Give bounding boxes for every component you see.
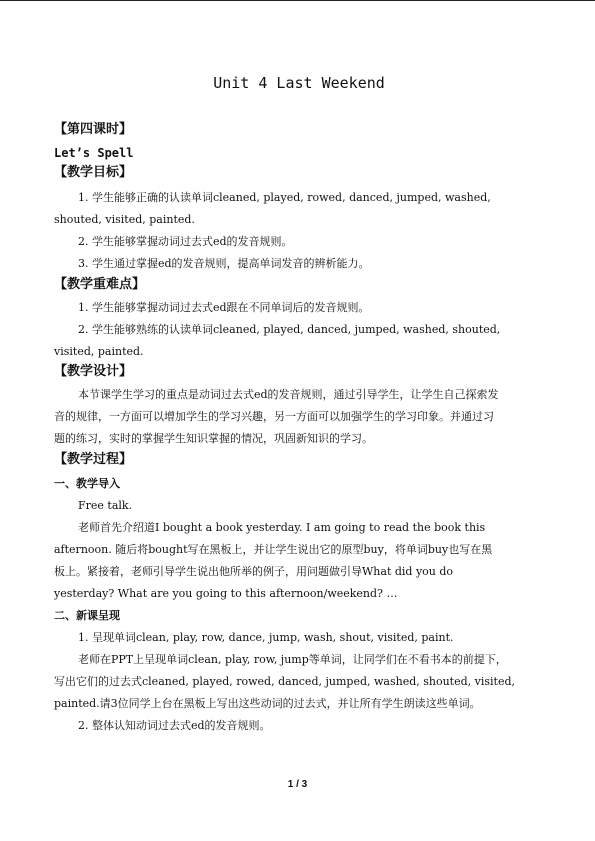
design-heading: 【教学设计】 bbox=[54, 364, 133, 379]
document-title: Unit 4 Last Weekend bbox=[213, 74, 385, 92]
lesson-heading: 【第四课时】 bbox=[54, 122, 133, 137]
goals-item-1: 1. 学生能够正确的认读单词cleaned, played, rowed, danced, jumped, washed, bbox=[78, 191, 491, 204]
process-section-2: 二、新课呈现 bbox=[54, 609, 120, 622]
intro-line-4: yesterday? What are you going to this afternoon/weekend? … bbox=[54, 587, 398, 600]
intro-line-1: 老师首先介绍道I bought a book yesterday. I am going to read the book this bbox=[78, 521, 486, 534]
free-talk: Free talk. bbox=[78, 499, 133, 512]
process-heading: 【教学过程】 bbox=[54, 452, 133, 467]
key-points-item-2: 2. 学生能够熟练的认读单词cleaned, played, danced, jumped, washed, shouted, bbox=[78, 323, 501, 336]
process-section-1: 一、教学导入 bbox=[54, 477, 120, 490]
intro-line-3: 板上。紧接着，老师引导学生说出他所举的例子，用问题做引导What did you do bbox=[54, 565, 454, 578]
key-points-item-2-cont: visited, painted. bbox=[54, 345, 144, 358]
top-rule bbox=[0, 0, 595, 1]
goals-heading: 【教学目标】 bbox=[54, 165, 133, 180]
present-line-1: 老师在PPT上呈现单词clean, play, row, jump等单词，让同学们在不看书本的前提下， bbox=[78, 653, 507, 666]
present-line-2: 写出它们的过去式cleaned, played, rowed, danced, jumped, washed, shouted, visited, bbox=[54, 675, 516, 688]
design-line-1: 本节课学生学习的重点是动词过去式ed的发音规则，通过引导学生，让学生自己探索发 bbox=[78, 388, 499, 401]
lesson-name: Let’s Spell bbox=[54, 146, 134, 160]
key-points-item-1: 1. 学生能够掌握动词过去式ed跟在不同单词后的发音规则。 bbox=[78, 301, 370, 314]
present-line-3: painted.请3位同学上台在黑板上写出这些动词的过去式，并让所有学生朗读这些单词。 bbox=[54, 697, 481, 710]
goals-item-2: 2. 学生能够掌握动词过去式ed的发音规则。 bbox=[78, 235, 293, 248]
goals-item-3: 3. 学生通过掌握ed的发音规则，提高单词发音的辨析能力。 bbox=[78, 257, 370, 270]
design-line-3: 题的练习，实时的掌握学生知识掌握的情况，巩固新知识的学习。 bbox=[54, 432, 373, 445]
intro-line-2: afternoon. 随后将bought写在黑板上，并让学生说出它的原型buy，将单词buy也写在黑 bbox=[54, 543, 493, 556]
page-number: 1 / 3 bbox=[287, 779, 308, 790]
key-points-heading: 【教学重难点】 bbox=[54, 277, 146, 292]
design-line-2: 音的规律，一方面可以增加学生的学习兴趣，另一方面可以加强学生的学习印象。并通过习 bbox=[54, 410, 494, 423]
goals-item-1-cont: shouted, visited, painted. bbox=[54, 213, 195, 226]
present-item-2: 2. 整体认知动词过去式ed的发音规则。 bbox=[78, 719, 271, 732]
present-item-1: 1. 呈现单词clean, play, row, dance, jump, wash, shout, visited, paint. bbox=[78, 631, 454, 644]
